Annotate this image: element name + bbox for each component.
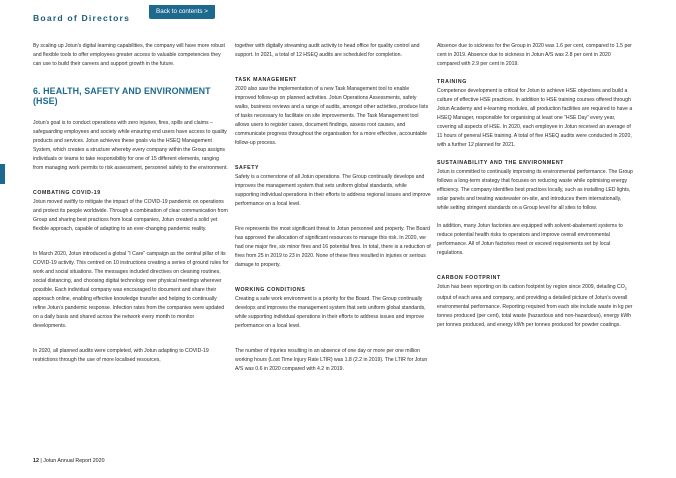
covid-paragraph-3: In 2020, all planned audits were completed, with Jotun adapting to COVID-19 restrictions through the use of more localised resources,	[33, 348, 209, 363]
training-paragraph: Competence development is critical for Jotun to achieve HSE objectives and build a culture of effective HSE practices. In addition to HSE training courses offered through Jotun Academy and e-learning modules, all production facilities are required to have a HSEQ Manager, responsible for organising at least one “HSE Day” every year, covering all aspects of HSE. In 2020, each employee in Jotun received an average of 11 hours of general HSE training. A total of five HSEQ audits were conducted in 2020, with a further 12 planned for 2021.	[437, 88, 633, 148]
sustainability-paragraph-2: In addition, many Jotun factories are equipped with solvent-abatement systems to reduce potential health risks to operators and improve overall environmental performance. All of Jotun factories meet or exceed requirements set by local regulations.	[437, 223, 623, 256]
safety-paragraph-2: Fire represents the most significant threat to Jotun personnel and property. The Board has approved the allocation of significant resources to manage this risk. In 2020, we had one major fire, six minor fires and 16 potential fires. In total, there is a reduction of fires from 25 in 2019 to 23 in 2020. None of these fires resulted in injuries or serious damage to property.	[235, 226, 431, 268]
work-paragraph-1: Creating a safe work environment is a priority for the Board. The Group continually develops and improves the management system that sets uniform global standards, while supporting individual operations in their efforts to address issues and improve performance on a local level.	[235, 296, 426, 329]
section-header-title: Board of Directors	[33, 13, 131, 23]
report-name: Jotun Annual Report 2020	[43, 458, 105, 464]
intro-paragraph: By scaling up Jotun’s digital learning capabilities, the company will have more robust and flexible tools to offer employees greater access to valuable competencies they can use to build their careers and support growth in the future.	[33, 43, 225, 67]
sustainability-paragraph-1: Jotun is committed to continually improving its environmental performance. The Group follows a long-term strategy that focuses on reducing waste while optimising energy efficiency. The company identifies best practices locally, such as installing LED lights, solar panels and treating wastewater on-site, and introduces them internationally, while setting stringent standards on a Group level for all sites to follow.	[437, 169, 633, 211]
column-right	[437, 42, 633, 339]
subhead-covid: COMBATING COVID-19	[33, 190, 101, 196]
page-number: 12	[33, 458, 39, 464]
carbon-text-a: Jotun has been reporting on its carbon footprint by region since 2009, detailing CO	[437, 284, 625, 290]
section-title-hse: 6. HEALTH, SAFETY AND ENVIRONMENT (HSE)	[33, 86, 211, 106]
column-middle	[235, 42, 431, 383]
work-paragraph-2: The number of injuries resulting in an absence of one day or more per one million working hours (Lost Time Injury Rate LTIR) was 1.8 (2.2 in 2019). The LTIR for Jotun A/S was 0.6 in 2020 compared with 4.2 in 2019.	[235, 348, 428, 372]
subhead-training: TRAINING	[437, 79, 467, 85]
back-to-contents-button[interactable]: Back to contents >	[149, 5, 215, 19]
co2-subscript: 2	[624, 287, 627, 292]
side-page-tab	[0, 164, 5, 184]
carbon-text-b: output of each area and company, and providing a detailed picture of Jotun’s overall environmental performance. Reporting required from each site include waste in kg per tonnes produced (per cent), total waste (hazardous and non-hazardous), energy kWh per tonnes produced, and energy kWh per tonnes produced for powder coatings.	[437, 295, 633, 329]
carbon-paragraph	[437, 283, 633, 330]
page-footer	[33, 458, 105, 464]
subhead-working-conditions: WORKING CONDITIONS	[235, 287, 306, 293]
subhead-task-management: TASK MANAGEMENT	[235, 77, 297, 83]
hse-paragraph: Jotun’s goal is to conduct operations with zero injuries, fires, spills and claims – safeguarding employees and society while ensuring end users have access to quality products and services. Jotun achieves these goals via the HSEQ Management System, which creates a structure whereby every company within the Group assigns individuals or teams to take responsibility for one of 15 different elements, ranging from managing work permits to risk assessment, personnel safety to the environment.	[33, 120, 228, 171]
subhead-sustainability: SUSTAINABILITY AND THE ENVIRONMENT	[437, 160, 564, 166]
subhead-safety: SAFETY	[235, 165, 260, 171]
safety-paragraph-1: Safety is a cornerstone of all Jotun operations. The Group continually develops and improves the management system that sets uniform global standards, while supporting individual operations in their efforts to address regional issues and improve performance on a local level.	[235, 174, 431, 207]
covid-paragraph-2: In March 2020, Jotun introduced a global “I Care” campaign as the central pillar of its COVID-19 activity. This centred on 10 instructions creating a series of ground rules for work and social situations. The messages included directives on cleaning routines, social distancing, and choosing digital technology over physical meetings wherever possible. Each individual company was encouraged to document and share their approach online, enabling effective knowledge transfer and helping to continually refine Jotun’s pandemic response. Infection rates from the companies were updated on a daily basis and shared across the network every month to monitor developments.	[33, 251, 229, 329]
audit-paragraph: together with digitally streaming audit activity to head office for quality control and support. In 2021, a total of 12 HSEQ audits are scheduled for completion.	[235, 43, 420, 58]
column-left	[33, 42, 229, 374]
covid-paragraph-1: Jotun moved swiftly to mitigate the impact of the COVID-19 pandemic on operations and protect its people worldwide. Through a combination of clear communication from Group and sharing best practices from local companies, Jotun created a solid yet flexible approach, capable of adapting to an ever-changing pandemic reality.	[33, 199, 228, 232]
absence-paragraph: Absence due to sickness for the Group in 2020 was 1.6 per cent, compared to 1.5 per cent in 2019. Absence due to sickness in Jotun A/S was 2.8 per cent in 2020 compared with 2.9 per cent in 2019.	[437, 43, 632, 67]
task-paragraph: 2020 also saw the implementation of a new Task Management tool to enable improved follow-up on planned activities. Jotun Operations Assessments, safety walks, business reviews and a range of audits, amongst other activities, produce lists of tasks necessary to facilitate on site improvements. The Task Management tool allows users to register cases, document findings, assess root causes, and communicate progress throughout the organisation for a more effective, accountable follow-up process.	[235, 86, 429, 146]
subhead-carbon-footprint: CARBON FOOTPRINT	[437, 275, 501, 281]
footer-separator: |	[40, 458, 42, 464]
